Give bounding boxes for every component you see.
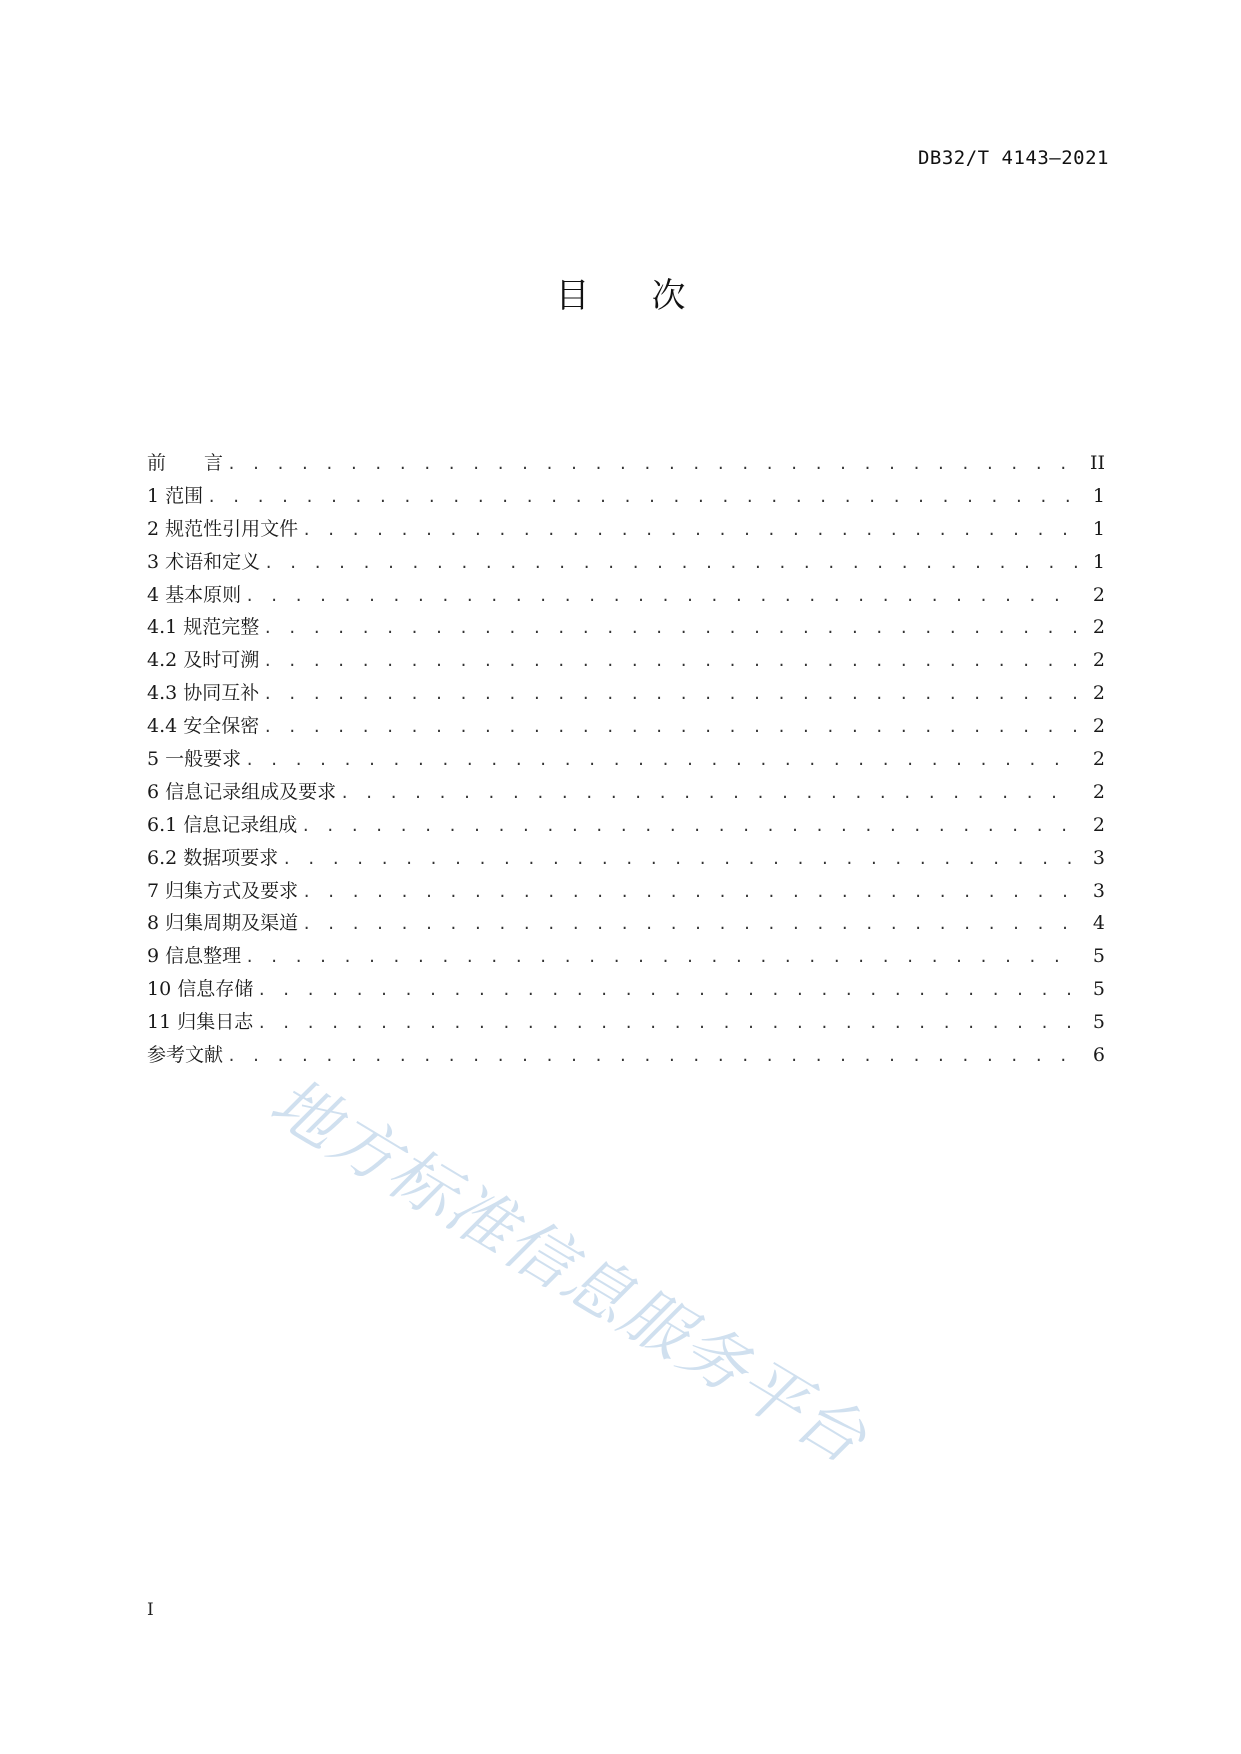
toc-entry-label: 4 基本原则 xyxy=(147,583,242,606)
toc-dot-leader xyxy=(282,843,1077,876)
toc-entry-label: 3 术语和定义 xyxy=(147,550,261,573)
watermark-text: 地方标准信息服务平台 xyxy=(257,1062,881,1480)
toc-entry[interactable] xyxy=(147,480,1105,513)
toc-entry[interactable] xyxy=(147,677,1105,710)
toc-entry-page: II xyxy=(1089,452,1105,474)
toc-entry-page: 5 xyxy=(1092,945,1105,968)
toc-dot-leader xyxy=(263,612,1077,645)
toc-entry[interactable] xyxy=(147,710,1105,743)
toc-entry[interactable] xyxy=(147,579,1105,612)
toc-dot-leader xyxy=(301,810,1077,843)
toc-entry-page: 3 xyxy=(1092,846,1105,869)
toc-entry-page: 2 xyxy=(1092,813,1105,836)
toc-entry[interactable] xyxy=(147,743,1105,776)
toc-entry-label: 2 规范性引用文件 xyxy=(147,517,299,540)
toc-entry[interactable] xyxy=(147,842,1105,875)
toc-entry[interactable] xyxy=(147,1006,1105,1039)
toc-entry-label: 参考文献 xyxy=(147,1044,224,1067)
toc-entry-label: 11 归集日志 xyxy=(147,1011,254,1034)
toc-entry-page: 4 xyxy=(1092,912,1105,935)
toc-entry-label: 4.3 协同互补 xyxy=(147,682,260,705)
toc-entry-label: 4.1 规范完整 xyxy=(147,616,260,639)
toc-dot-leader xyxy=(302,514,1077,547)
toc-entry[interactable] xyxy=(147,1039,1105,1072)
toc-entry-page: 2 xyxy=(1092,748,1105,771)
toc-entry-page: 1 xyxy=(1092,517,1105,540)
toc-dot-leader xyxy=(264,547,1077,580)
toc-dot-leader xyxy=(245,580,1077,613)
toc-dot-leader xyxy=(257,974,1077,1007)
toc-entry-page: 5 xyxy=(1092,1011,1105,1034)
toc-entry-page: 2 xyxy=(1092,616,1105,639)
toc-entry-label: 4.4 安全保密 xyxy=(147,715,260,738)
toc-dot-leader xyxy=(302,908,1077,941)
toc-entry-label: 6.2 数据项要求 xyxy=(147,846,279,869)
toc-entry-label: 6 信息记录组成及要求 xyxy=(147,780,337,803)
toc-entry-page: 3 xyxy=(1092,879,1105,902)
toc-entry-page: 2 xyxy=(1092,583,1105,606)
table-of-contents xyxy=(147,447,1105,1072)
toc-dot-leader xyxy=(340,777,1077,810)
toc-dot-leader xyxy=(302,876,1077,909)
toc-entry-page: 2 xyxy=(1092,682,1105,705)
toc-entry-label: 6.1 信息记录组成 xyxy=(147,813,298,836)
toc-entry-label: 1 范围 xyxy=(147,484,204,507)
toc-entry-label: 10 信息存储 xyxy=(147,978,254,1001)
page-title-part1: 目 xyxy=(555,276,590,316)
toc-entry-page: 2 xyxy=(1092,780,1105,803)
toc-entry[interactable] xyxy=(147,940,1105,973)
toc-entry[interactable] xyxy=(147,973,1105,1006)
toc-dot-leader xyxy=(257,1007,1077,1040)
toc-entry[interactable] xyxy=(147,809,1105,842)
toc-dot-leader xyxy=(263,711,1077,744)
toc-entry[interactable] xyxy=(147,776,1105,809)
toc-entry-label: 前 言 xyxy=(147,452,224,474)
toc-entry-label: 9 信息整理 xyxy=(147,945,242,968)
toc-entry-label: 7 归集方式及要求 xyxy=(147,879,299,902)
page-title-part2: 次 xyxy=(651,276,686,316)
toc-entry-page: 1 xyxy=(1092,550,1105,573)
toc-entry-page: 1 xyxy=(1092,484,1105,507)
toc-entry[interactable] xyxy=(147,447,1105,480)
toc-entry-page: 6 xyxy=(1092,1044,1105,1067)
toc-entry[interactable] xyxy=(147,875,1105,908)
toc-dot-leader xyxy=(245,941,1077,974)
toc-entry[interactable] xyxy=(147,907,1105,940)
toc-entry-label: 8 归集周期及渠道 xyxy=(147,912,299,935)
toc-entry[interactable] xyxy=(147,513,1105,546)
toc-entry-page: 2 xyxy=(1092,649,1105,672)
toc-entry[interactable] xyxy=(147,611,1105,644)
toc-entry[interactable] xyxy=(147,546,1105,579)
footer-page-number: I xyxy=(147,1600,154,1620)
toc-dot-leader xyxy=(245,744,1077,777)
toc-entry-label: 5 一般要求 xyxy=(147,748,242,771)
toc-entry-page: 2 xyxy=(1092,715,1105,738)
toc-dot-leader xyxy=(263,645,1077,678)
page-title xyxy=(0,268,1241,317)
toc-entry-label: 4.2 及时可溯 xyxy=(147,649,260,672)
toc-dot-leader xyxy=(263,678,1077,711)
standard-code: DB32/T 4143—2021 xyxy=(917,147,1109,169)
toc-dot-leader xyxy=(227,1040,1077,1073)
toc-dot-leader xyxy=(227,448,1077,481)
toc-entry-page: 5 xyxy=(1092,978,1105,1001)
toc-entry[interactable] xyxy=(147,644,1105,677)
toc-dot-leader xyxy=(207,481,1077,514)
